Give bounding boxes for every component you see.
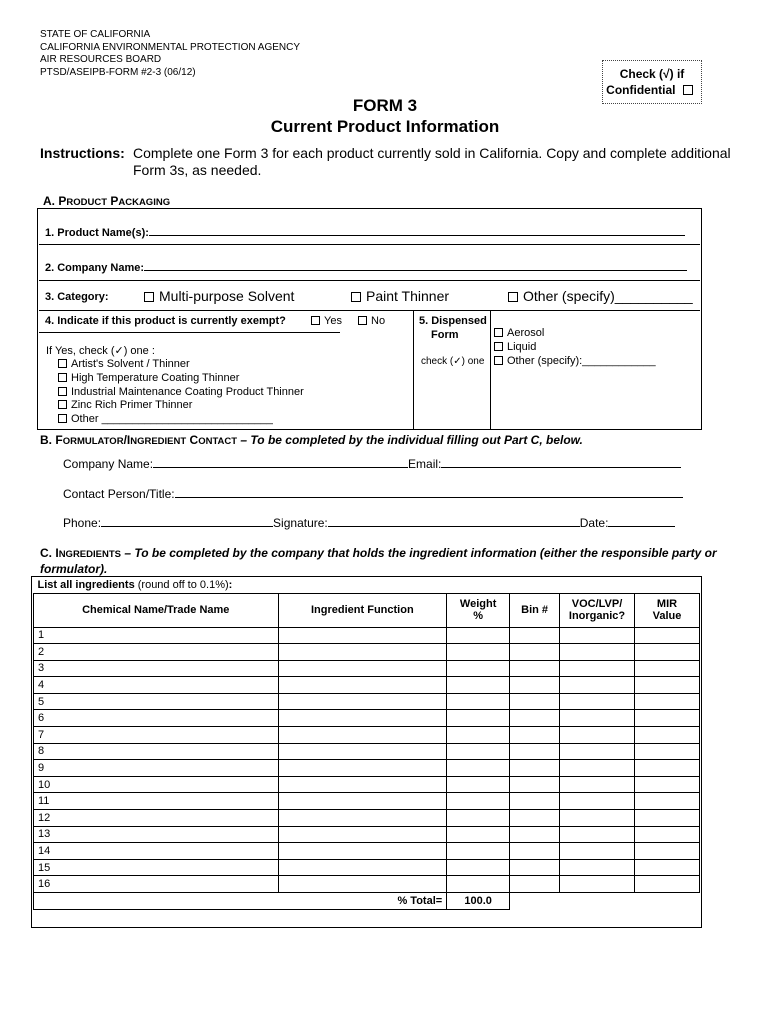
checkbox-icon[interactable]	[351, 292, 361, 302]
table-cell[interactable]	[278, 693, 447, 710]
row-number[interactable]: 4	[34, 677, 279, 694]
exempt-no[interactable]	[358, 315, 385, 327]
product-name-label: 1. Product Name(s):	[45, 227, 149, 239]
header-line: CALIFORNIA ENVIRONMENTAL PROTECTION AGENCY	[40, 41, 301, 53]
table-row	[34, 760, 700, 777]
heading-part: C	[189, 433, 199, 447]
table-cell[interactable]	[560, 843, 635, 860]
table-cell[interactable]	[278, 727, 447, 744]
heading-part: ORMULATOR	[62, 436, 124, 447]
col-header-chemical: Chemical Name/Trade Name	[34, 593, 279, 627]
exempt-option[interactable]	[58, 399, 304, 413]
dispensed-option-label: Aerosol	[507, 327, 545, 339]
col-header-weight	[447, 593, 510, 627]
table-cell[interactable]	[447, 693, 510, 710]
table-cell[interactable]	[278, 710, 447, 727]
col-header-mir	[635, 593, 700, 627]
checkbox-icon[interactable]	[494, 356, 503, 365]
heading-part: ACKAGING	[118, 197, 171, 208]
header-line: STATE OF CALIFORNIA	[40, 29, 151, 40]
contact-person-label: Contact Person/Title:	[63, 487, 175, 501]
company-name-label: 2. Company Name:	[45, 262, 145, 274]
table-row	[34, 810, 700, 827]
contact-company-label: Company Name:	[63, 457, 154, 471]
dispensed-option-label: Other (specify):____________	[507, 355, 656, 367]
contact-phone-row	[63, 515, 675, 530]
mir-line-1: MIR	[656, 598, 678, 610]
exempt-option[interactable]	[58, 413, 304, 427]
phone-label: Phone:	[63, 516, 102, 530]
company-name-row	[45, 259, 687, 274]
category-option[interactable]	[351, 288, 449, 304]
row-number[interactable]: 11	[34, 793, 279, 810]
col-header-bin: Bin #	[510, 593, 560, 627]
section-letter: B.	[40, 433, 52, 447]
table-row	[34, 743, 700, 760]
contact-person-row	[63, 486, 683, 501]
list-note: (round off to 0.1%)	[134, 579, 229, 592]
table-cell[interactable]	[635, 859, 700, 876]
table-row	[34, 627, 700, 644]
table-cell[interactable]	[447, 810, 510, 827]
table-cell[interactable]	[447, 843, 510, 860]
contact-company-input[interactable]	[153, 456, 408, 468]
table-cell[interactable]	[278, 826, 447, 843]
row-number[interactable]: 2	[34, 644, 279, 661]
row-number[interactable]: 13	[34, 826, 279, 843]
table-cell[interactable]	[510, 826, 560, 843]
exempt-option[interactable]	[58, 372, 304, 386]
table-row	[34, 876, 700, 893]
heading-part: – To be completed by the individual filling out Part C, below.	[237, 433, 583, 447]
checkbox-icon[interactable]	[358, 316, 367, 325]
section-c-heading	[40, 546, 740, 577]
ingredients-table	[33, 578, 700, 910]
table-cell[interactable]	[278, 810, 447, 827]
table-cell[interactable]	[510, 660, 560, 677]
table-cell[interactable]	[510, 627, 560, 644]
voc-line-1: VOC/LVP/	[571, 598, 623, 610]
table-row	[34, 776, 700, 793]
table-cell[interactable]	[560, 627, 635, 644]
table-cell[interactable]	[447, 677, 510, 694]
exempt-option-label: Zinc Rich Primer Thinner	[71, 399, 193, 412]
exempt-option[interactable]	[58, 386, 304, 400]
confidential-checkbox[interactable]	[683, 85, 693, 95]
confidential-label-2: Confidential	[606, 83, 676, 97]
dispensed-form-label	[419, 314, 487, 342]
row-number[interactable]: 1	[34, 627, 279, 644]
table-cell[interactable]	[278, 660, 447, 677]
exempt-option[interactable]	[58, 358, 304, 372]
contact-company-row	[63, 456, 681, 471]
exempt-option-label: Other ____________________________	[71, 413, 273, 426]
section-a-heading	[43, 194, 170, 208]
instructions	[40, 145, 740, 178]
table-cell[interactable]	[560, 710, 635, 727]
table-row	[34, 843, 700, 860]
company-name-input[interactable]	[144, 259, 687, 271]
dispensed-label: 5. Dispensed	[419, 315, 487, 327]
mir-line-2: Value	[652, 610, 682, 622]
table-cell[interactable]	[560, 644, 635, 661]
col-header-function: Ingredient Function	[278, 593, 447, 627]
table-cell[interactable]	[278, 793, 447, 810]
table-cell[interactable]	[560, 826, 635, 843]
table-cell[interactable]	[278, 876, 447, 893]
section-b-heading	[40, 433, 583, 447]
table-row	[34, 710, 700, 727]
checkbox-icon[interactable]	[58, 373, 67, 382]
table-cell[interactable]	[510, 859, 560, 876]
table-row	[34, 727, 700, 744]
table-row	[34, 677, 700, 694]
table-cell[interactable]	[278, 843, 447, 860]
table-cell[interactable]	[635, 677, 700, 694]
list-label: List all ingredients	[37, 579, 135, 592]
row-number[interactable]: 7	[34, 727, 279, 744]
table-cell[interactable]	[560, 727, 635, 744]
header-line: PTSD/ASEIPB-FORM #2-3 (06/12)	[40, 66, 196, 78]
phone-input[interactable]	[101, 515, 273, 527]
table-cell[interactable]	[447, 760, 510, 777]
dispensed-option[interactable]	[494, 354, 656, 368]
heading-part: RODUCT	[66, 197, 107, 208]
table-cell[interactable]	[447, 660, 510, 677]
table-cell[interactable]	[510, 743, 560, 760]
category-label: 3. Category:	[45, 291, 109, 303]
table-cell[interactable]	[447, 859, 510, 876]
table-cell[interactable]	[635, 710, 700, 727]
table-cell[interactable]	[635, 743, 700, 760]
table-row	[34, 793, 700, 810]
table-cell[interactable]	[447, 743, 510, 760]
row-number[interactable]: 8	[34, 743, 279, 760]
heading-part: NGREDIENT	[130, 436, 187, 447]
product-name-row	[45, 224, 685, 239]
table-row	[34, 644, 700, 661]
row-number[interactable]: 5	[34, 693, 279, 710]
dispensed-option[interactable]	[494, 326, 656, 340]
category-option-label: Other (specify)__________	[523, 288, 693, 304]
row-number[interactable]: 14	[34, 843, 279, 860]
exempt-yes[interactable]	[311, 315, 342, 327]
signature-input[interactable]	[328, 515, 580, 527]
category-option-label: Paint Thinner	[366, 288, 450, 304]
table-cell[interactable]	[560, 876, 635, 893]
table-cell[interactable]	[560, 660, 635, 677]
row-number[interactable]: 6	[34, 710, 279, 727]
table-cell[interactable]	[560, 859, 635, 876]
dispensed-options	[494, 326, 656, 368]
dispensed-label: Form	[431, 329, 459, 341]
row-number[interactable]: 10	[34, 776, 279, 793]
category-option-label: Multi-purpose Solvent	[159, 288, 295, 304]
table-cell[interactable]	[447, 776, 510, 793]
table-cell[interactable]	[635, 826, 700, 843]
exempt-yes-label: Yes	[324, 315, 342, 327]
table-cell[interactable]	[278, 859, 447, 876]
weight-line-1: Weight	[459, 598, 497, 610]
table-cell[interactable]	[560, 760, 635, 777]
exempt-option-label: Industrial Maintenance Coating Product Thinner	[71, 385, 304, 398]
total-label: % Total=	[34, 893, 447, 910]
section-letter: C.	[40, 546, 52, 560]
category-option[interactable]	[144, 288, 294, 304]
heading-part: ONTACT	[198, 436, 238, 447]
heading-part: /I	[123, 433, 131, 447]
checkbox-icon[interactable]	[58, 359, 67, 368]
checkbox-icon[interactable]	[311, 316, 320, 325]
table-cell[interactable]	[447, 644, 510, 661]
table-cell[interactable]	[635, 660, 700, 677]
table-cell[interactable]	[278, 627, 447, 644]
date-label: Date:	[579, 516, 609, 530]
dispensed-check-label: check (✓) one	[421, 356, 485, 367]
table-cell[interactable]	[278, 644, 447, 661]
table-row	[34, 693, 700, 710]
list-ingredients-caption	[34, 578, 700, 593]
table-cell[interactable]	[447, 627, 510, 644]
table-cell[interactable]	[510, 876, 560, 893]
checkbox-icon[interactable]	[508, 292, 518, 302]
table-cell[interactable]	[635, 793, 700, 810]
table-cell[interactable]	[560, 810, 635, 827]
heading-part: – To be completed by the company that holds the ingredient information (either the responsible party or formulator).	[40, 546, 717, 576]
table-cell[interactable]	[278, 743, 447, 760]
table-cell[interactable]	[560, 776, 635, 793]
table-cell[interactable]	[635, 644, 700, 661]
heading-part: I	[55, 546, 59, 560]
dispensed-option-label: Liquid	[507, 341, 537, 353]
table-cell[interactable]	[635, 627, 700, 644]
table-cell[interactable]	[635, 843, 700, 860]
row-number[interactable]: 12	[34, 810, 279, 827]
row-number[interactable]: 15	[34, 859, 279, 876]
table-cell[interactable]	[510, 693, 560, 710]
exempt-option-label: High Temperature Coating Thinner	[71, 371, 240, 384]
heading-part: P	[58, 194, 67, 208]
table-cell[interactable]	[510, 644, 560, 661]
table-cell[interactable]	[510, 793, 560, 810]
table-cell[interactable]	[510, 843, 560, 860]
contact-email-input[interactable]	[441, 456, 681, 468]
table-cell[interactable]	[278, 760, 447, 777]
table-cell[interactable]	[560, 693, 635, 710]
table-cell[interactable]	[510, 727, 560, 744]
table-cell[interactable]	[635, 760, 700, 777]
table-cell[interactable]	[278, 776, 447, 793]
table-cell[interactable]	[447, 710, 510, 727]
exempt-options-list	[58, 358, 304, 427]
table-cell[interactable]	[635, 776, 700, 793]
table-cell[interactable]	[560, 793, 635, 810]
row-number[interactable]: 9	[34, 760, 279, 777]
table-row	[34, 826, 700, 843]
list-colon: :	[228, 579, 233, 592]
table-cell[interactable]	[447, 727, 510, 744]
checkbox-icon[interactable]	[58, 400, 67, 409]
product-name-input[interactable]	[149, 224, 685, 236]
header-line: AIR RESOURCES BOARD	[40, 54, 162, 65]
table-cell[interactable]	[635, 810, 700, 827]
instructions-text: Complete one Form 3 for each product currently sold in California. Copy and complete additional Form 3s, as needed.	[133, 145, 731, 178]
checkbox-icon[interactable]	[144, 292, 154, 302]
table-cell[interactable]	[510, 760, 560, 777]
exempt-option-label: Artist's Solvent / Thinner	[71, 358, 190, 370]
form-title: FORM 3	[352, 96, 418, 115]
table-cell[interactable]	[447, 876, 510, 893]
checkbox-icon[interactable]	[58, 414, 67, 423]
heading-part: NGREDIENTS	[58, 549, 121, 560]
heading-part: F	[55, 433, 63, 447]
signature-label: Signature:	[273, 516, 328, 530]
instructions-label: Instructions:	[40, 145, 125, 161]
form-subtitle: Current Product Information	[270, 117, 500, 136]
table-cell[interactable]	[278, 677, 447, 694]
table-row	[34, 660, 700, 677]
exempt-no-label: No	[371, 315, 386, 327]
checkbox-icon[interactable]	[494, 328, 503, 337]
table-cell[interactable]	[635, 876, 700, 893]
table-cell[interactable]	[560, 677, 635, 694]
contact-email-label: Email:	[408, 457, 442, 471]
table-cell[interactable]	[447, 793, 510, 810]
table-cell[interactable]	[510, 776, 560, 793]
confidential-label-1: Check (√) if	[619, 67, 685, 81]
weight-line-2: %	[473, 610, 484, 622]
table-cell[interactable]	[635, 727, 700, 744]
checkbox-icon[interactable]	[494, 342, 503, 351]
category-option[interactable]	[508, 288, 693, 304]
voc-line-2: Inorganic?	[568, 610, 626, 622]
table-cell[interactable]	[447, 826, 510, 843]
col-header-voc	[560, 593, 635, 627]
section-letter: A.	[43, 194, 55, 208]
table-row	[34, 859, 700, 876]
date-input[interactable]	[608, 515, 675, 527]
contact-person-input[interactable]	[175, 486, 683, 498]
table-cell[interactable]	[510, 810, 560, 827]
table-cell[interactable]	[510, 710, 560, 727]
form-header	[40, 29, 300, 79]
checkbox-icon[interactable]	[58, 387, 67, 396]
table-cell[interactable]	[560, 743, 635, 760]
exempt-label: 4. Indicate if this product is currently exempt?	[45, 315, 286, 327]
table-cell[interactable]	[510, 677, 560, 694]
table-cell[interactable]	[635, 693, 700, 710]
row-number[interactable]: 16	[34, 876, 279, 893]
row-number[interactable]: 3	[34, 660, 279, 677]
if-yes-label: If Yes, check (✓) one :	[46, 345, 155, 357]
dispensed-option[interactable]	[494, 340, 656, 354]
heading-part: P	[110, 194, 119, 208]
total-value: 100.0	[447, 893, 510, 910]
